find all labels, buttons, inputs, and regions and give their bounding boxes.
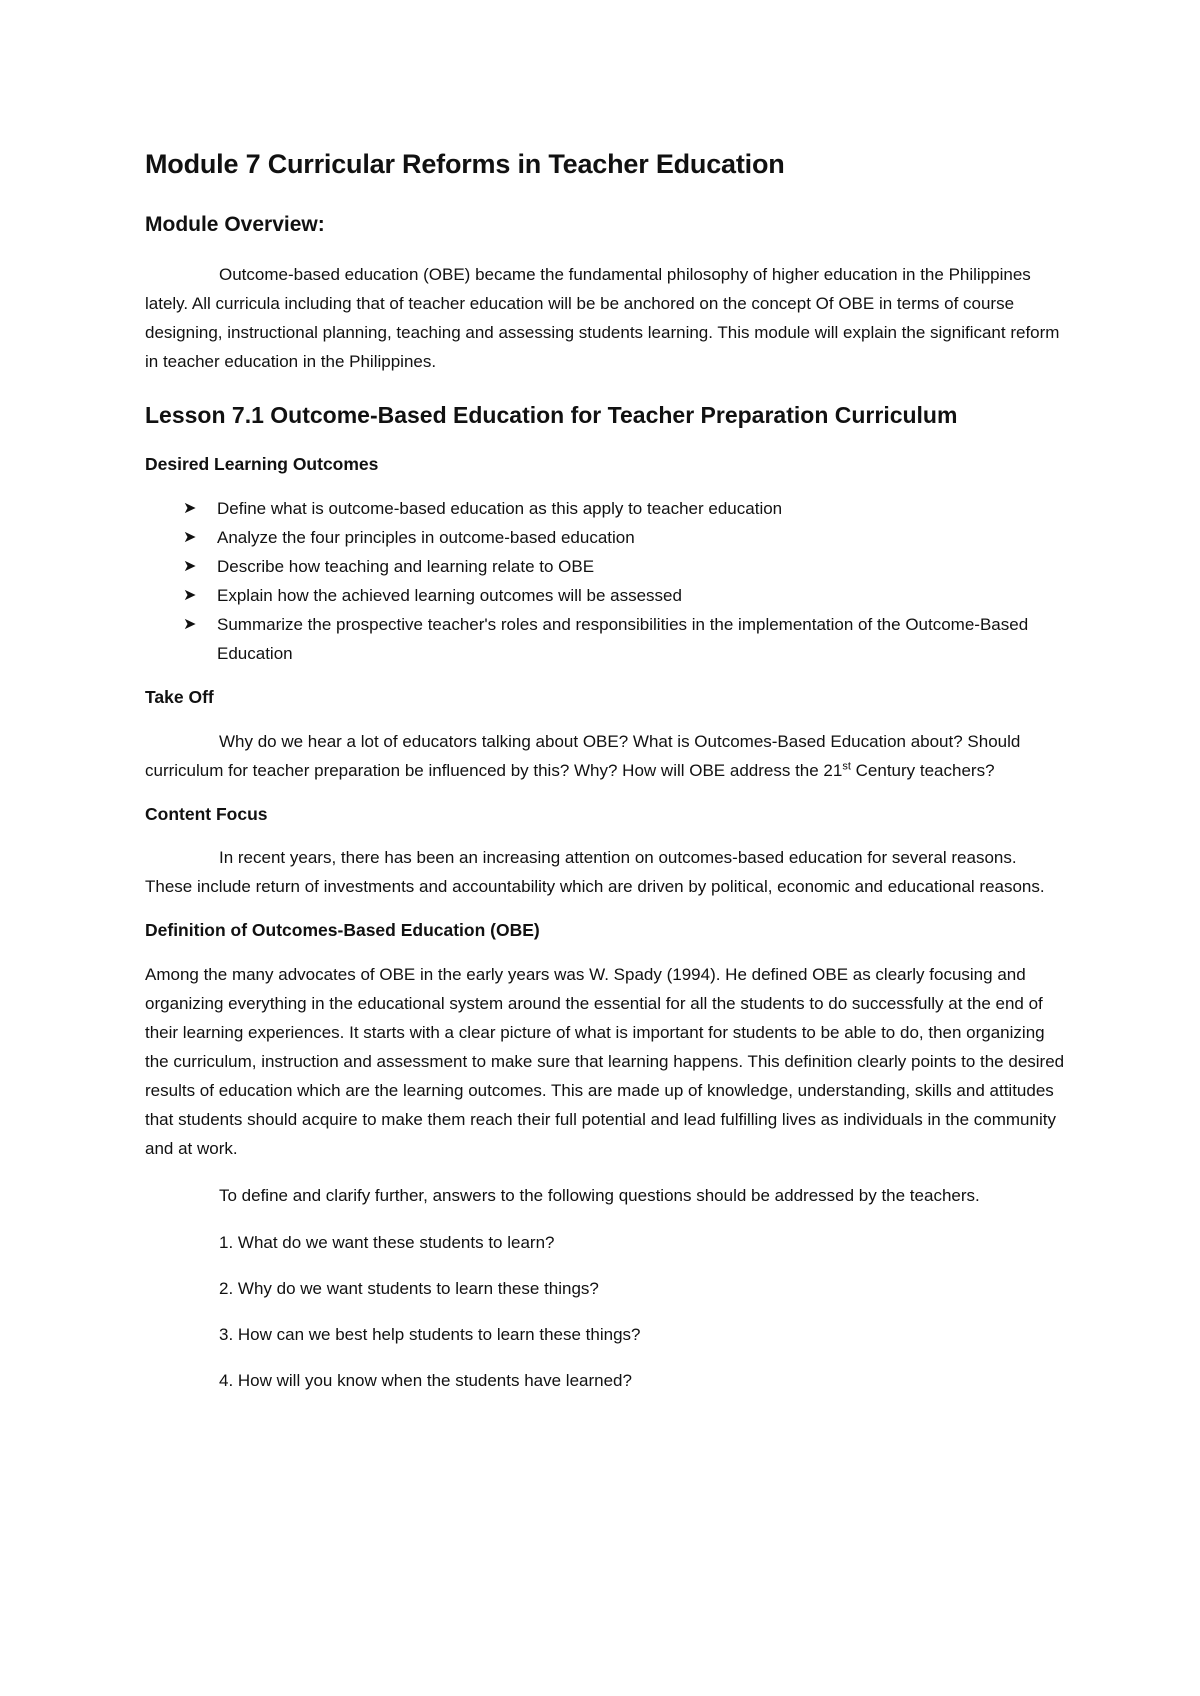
arrowhead-bullet-icon: ➤	[183, 615, 197, 633]
lesson-heading: Lesson 7.1 Outcome-Based Education for Teacher Preparation Curriculum	[145, 401, 958, 428]
question-item: 1. What do we want these students to learn?	[219, 1233, 555, 1253]
list-item: ➤ Define what is outcome-based education as this apply to teacher education	[183, 494, 1065, 523]
takeoff-heading: Take Off	[145, 686, 214, 707]
definition-heading: Definition of Outcomes-Based Education (OBE)	[145, 920, 540, 941]
arrowhead-bullet-icon: ➤	[183, 557, 197, 575]
question-item: 4. How will you know when the students have learned?	[219, 1371, 632, 1391]
list-item: ➤ Describe how teaching and learning relate to OBE	[183, 552, 1065, 581]
overview-heading: Module Overview:	[145, 213, 325, 237]
superscript: st	[842, 760, 851, 773]
list-item: ➤ Analyze the four principles in outcome-based education	[183, 523, 1065, 552]
arrowhead-bullet-icon: ➤	[183, 586, 197, 604]
arrowhead-bullet-icon: ➤	[183, 528, 197, 546]
definition-paragraph: Among the many advocates of OBE in the early years was W. Spady (1994). He defined OBE as clearly focusing and organizing everything in the educational system around the essential for all the students to do successfully at the end of their learning experiences. It starts with a clear picture of what is important for students to be able to do, then organizing the curriculum, instruction and assessment to make sure that learning happens. This definition clearly points to the desired results of education which are the learning outcomes. This are made up of knowledge, understanding, skills and attitudes that students should acquire to make them reach their full potential and lead fulfilling lives as individuals in the community and at work.	[145, 965, 1065, 1159]
takeoff-paragraph: Why do we hear a lot of educators talking about OBE? What is Outcomes-Based Education about? Should curriculum for teacher preparation be influenced by this? Why? How will OBE address the 21st Century teachers?	[145, 731, 1021, 780]
content-focus-heading: Content Focus	[145, 803, 268, 824]
question-item: 3. How can we best help students to learn these things?	[219, 1325, 641, 1345]
arrowhead-bullet-icon: ➤	[183, 499, 197, 517]
module-title: Module 7 Curricular Reforms in Teacher Education	[145, 149, 785, 179]
list-item: ➤ Summarize the prospective teacher's roles and responsibilities in the implementation of the Outcome-Based Education	[183, 610, 1065, 668]
content-focus-paragraph: In recent years, there has been an increasing attention on outcomes-based education for several reasons. These include return of investments and accountability which are driven by political, economic and educational reasons.	[145, 848, 1045, 897]
clarify-paragraph: To define and clarify further, answers to the following questions should be addressed by the teachers.	[219, 1186, 980, 1206]
outcomes-heading: Desired Learning Outcomes	[145, 454, 379, 475]
list-item: ➤ Explain how the achieved learning outcomes will be assessed	[183, 581, 1065, 610]
overview-paragraph: Outcome-based education (OBE) became the fundamental philosophy of higher education in the Philippines lately. All curricula including that of teacher education will be be anchored on the concept Of OBE in terms of course designing, instructional planning, teaching and assessing students learning. This module will explain the significant reform in teacher education in the Philippines.	[145, 264, 1060, 371]
outcomes-list	[145, 494, 1065, 668]
document-page	[145, 148, 1065, 1412]
question-item: 2. Why do we want students to learn these things?	[219, 1279, 599, 1299]
